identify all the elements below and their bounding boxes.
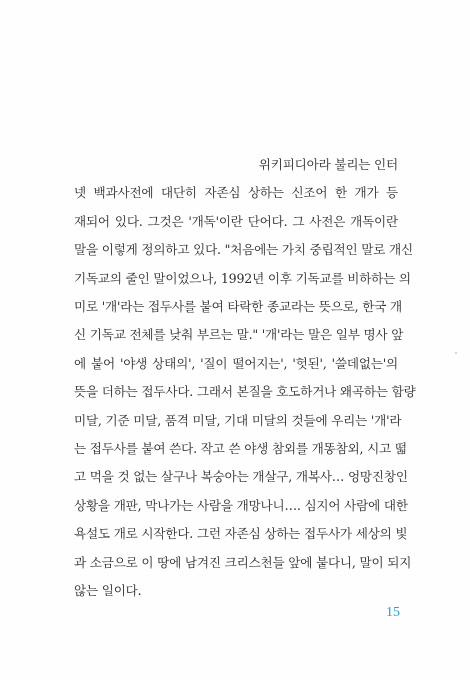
text-line-2: 넷 백과사전에 대단히 자존심 상하는 신조어 한 개가 등: [74, 185, 398, 201]
text-line-12: 고 먹을 것 없는 살구나 복숭아는 개살구, 개복사… 엉망진창인: [74, 469, 408, 485]
text-line-9: 뜻을 더하는 접두사다. 그래서 본질을 호도하거나 왜곡하는 함량: [74, 384, 416, 400]
text-line-3: 재되어 있다. 그것은 '개독'이란 단어다. 그 사전은 개독이란: [74, 213, 398, 229]
text-line-1: 위키피디아라 불리는 인터: [258, 157, 398, 172]
body-text: [74, 151, 416, 606]
text-line-16: 않는 일이다.: [74, 583, 142, 599]
text-line-13: 상황을 개판, 막나가는 사람을 개망나니…. 심지어 사람에 대한: [74, 497, 408, 513]
page-number: 15: [386, 605, 400, 620]
text-line-7: 신 기독교 전체를 낮춰 부르는 말." '개'라는 말은 일부 명사 앞: [74, 327, 404, 343]
text-line-4: 말을 이렇게 정의하고 있다. "처음에는 가치 중립적인 말로 개신: [74, 242, 413, 258]
text-line-11: 는 접두사를 붙여 쓴다. 작고 쓴 야생 참외를 개똥참외, 시고 떫: [74, 441, 407, 457]
text-line-10: 미달, 기준 미달, 품격 미달, 기대 미달의 것들에 우리는 '개'라: [74, 412, 402, 428]
text-line-14: 욕설도 개로 시작한다. 그런 자존심 상하는 접두사가 세상의 빛: [74, 526, 408, 542]
text-line-8: 에 붙어 '야생 상태의', '질이 떨어지는', '헛된', '쓸데없는'의: [74, 355, 398, 371]
paper-speck: [455, 352, 457, 354]
text-line-6: 미로 '개'라는 접두사를 붙여 타락한 종교라는 뜻으로, 한국 개: [74, 299, 402, 315]
text-line-5: 기독교의 줄인 말이었으나, 1992년 이후 기독교를 비하하는 의: [74, 270, 411, 286]
text-line-15: 과 소금으로 이 땅에 남겨진 크리스천들 앞에 붙다니, 말이 되지: [74, 554, 412, 570]
